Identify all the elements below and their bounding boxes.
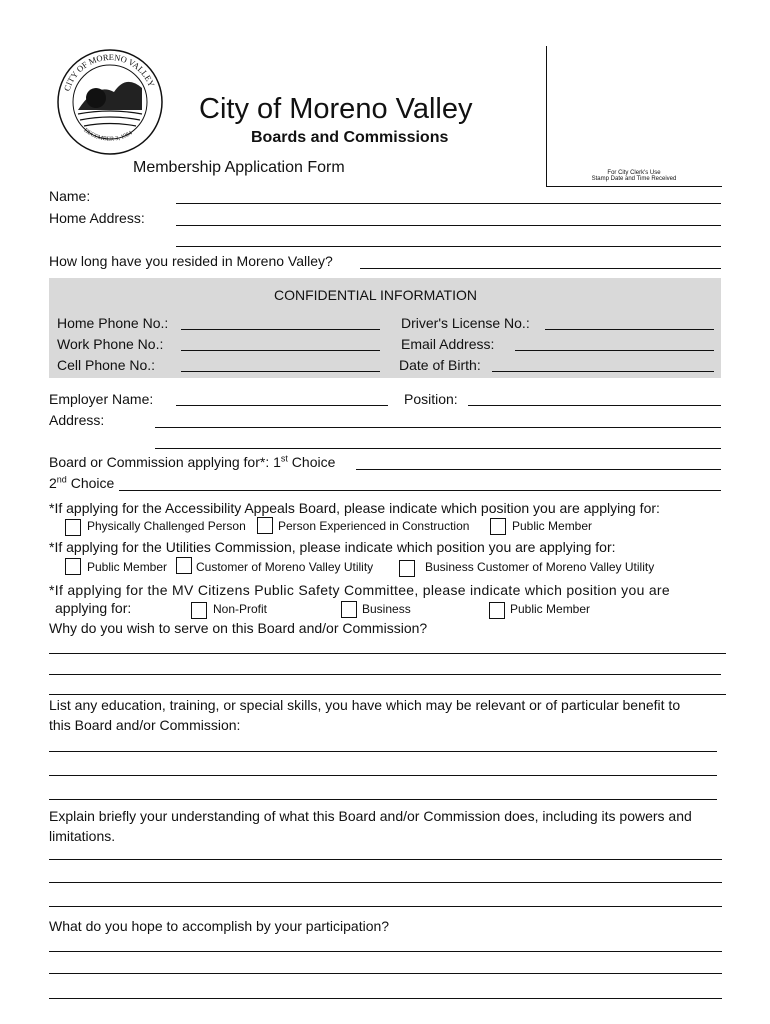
- cell-phone-field[interactable]: [181, 371, 380, 372]
- resided-field[interactable]: [360, 268, 721, 269]
- home-phone-label: Home Phone No.:: [57, 315, 169, 331]
- clerk-use-note: For City Clerk's Use: [607, 170, 661, 176]
- accomplish-answer-line-2[interactable]: [49, 973, 722, 974]
- why-answer-line-2[interactable]: [49, 674, 721, 675]
- drivers-license-label: Driver's License No.:: [401, 315, 530, 331]
- dob-label: Date of Birth:: [399, 357, 481, 373]
- safety-business-label: Business: [362, 602, 411, 616]
- person-experienced-label: Person Experienced in Construction: [278, 519, 470, 533]
- drivers-license-field[interactable]: [545, 329, 714, 330]
- safety-business-checkbox[interactable]: [341, 601, 357, 618]
- accomplish-question: What do you hope to accomplish by your participation?: [49, 918, 390, 934]
- skills-answer-line-3[interactable]: [49, 799, 717, 800]
- safety-public-member-checkbox[interactable]: [489, 602, 505, 619]
- accessibility-public-member-label: Public Member: [512, 519, 593, 533]
- why-answer-line-3[interactable]: [49, 694, 726, 695]
- skills-answer-line-1[interactable]: [49, 751, 717, 752]
- non-profit-checkbox[interactable]: [191, 602, 207, 619]
- clerk-box-bottom: [546, 186, 722, 187]
- page-subtitle: Boards and Commissions: [251, 129, 449, 146]
- skills-question-line1: List any education, training, or special skills, you have which may be relevant or of particular benefit to: [49, 697, 681, 713]
- employer-address-field-2[interactable]: [155, 448, 721, 449]
- svg-text:CITY OF MORENO VALLEY: CITY OF MORENO VALLEY: [61, 51, 157, 93]
- understanding-question-line1: Explain briefly your understanding of what this Board and/or Commission does, including its powers and: [49, 808, 692, 824]
- accessibility-public-member-checkbox[interactable]: [490, 518, 506, 535]
- non-profit-label: Non-Profit: [213, 602, 268, 616]
- skills-question-line2: this Board and/or Commission:: [49, 717, 241, 733]
- safety-question-line2: applying for:: [55, 600, 132, 616]
- cell-phone-label: Cell Phone No.:: [57, 357, 156, 373]
- home-address-field-2[interactable]: [176, 246, 721, 247]
- understanding-answer-line-2[interactable]: [49, 882, 722, 883]
- clerk-box-divider: [546, 46, 547, 186]
- skills-answer-line-2[interactable]: [49, 775, 717, 776]
- page-title: City of Moreno Valley: [199, 93, 473, 125]
- employer-label: Employer Name:: [49, 391, 154, 407]
- accomplish-answer-line-1[interactable]: [49, 951, 722, 952]
- understanding-answer-line-3[interactable]: [49, 906, 722, 907]
- person-experienced-checkbox[interactable]: [257, 517, 273, 534]
- business-customer-checkbox[interactable]: [399, 560, 415, 577]
- email-field[interactable]: [515, 350, 714, 351]
- employer-address-label: Address:: [49, 412, 105, 428]
- svg-text:DECEMBER 3, 1984: DECEMBER 3, 1984: [82, 127, 134, 143]
- clerk-stamp-note: Stamp Date and Time Received: [591, 176, 677, 182]
- accessibility-question: *If applying for the Accessibility Appeals Board, please indicate which position you are applying for:: [49, 500, 660, 516]
- safety-question-line1: *If applying for the MV Citizens Public Safety Committee, please indicate which position you are: [49, 582, 670, 598]
- work-phone-label: Work Phone No.:: [57, 336, 164, 352]
- utilities-public-member-label: Public Member: [87, 560, 168, 574]
- utility-customer-checkbox[interactable]: [176, 557, 192, 574]
- confidential-heading: CONFIDENTIAL INFORMATION: [274, 287, 477, 303]
- dob-field[interactable]: [492, 371, 714, 372]
- name-field[interactable]: [176, 203, 721, 204]
- work-phone-field[interactable]: [181, 350, 380, 351]
- why-question: Why do you wish to serve on this Board and/or Commission?: [49, 620, 428, 636]
- first-choice-label: Board or Commission applying for*: 1st Choice: [49, 453, 336, 470]
- physically-challenged-label: Physically Challenged Person: [87, 519, 246, 533]
- position-field[interactable]: [468, 405, 721, 406]
- email-label: Email Address:: [401, 336, 495, 352]
- position-label: Position:: [404, 391, 458, 407]
- employer-field[interactable]: [176, 405, 388, 406]
- accomplish-answer-line-3[interactable]: [49, 998, 722, 999]
- employer-address-field[interactable]: [155, 427, 721, 428]
- name-label: Name:: [49, 188, 91, 204]
- city-seal-logo: [56, 48, 166, 156]
- resided-label: How long have you resided in Moreno Valley?: [49, 253, 333, 269]
- understanding-answer-line-1[interactable]: [49, 859, 722, 860]
- physically-challenged-checkbox[interactable]: [65, 519, 81, 536]
- safety-public-member-label: Public Member: [510, 602, 591, 616]
- second-choice-label: 2nd Choice: [49, 474, 115, 491]
- home-phone-field[interactable]: [181, 329, 380, 330]
- utilities-public-member-checkbox[interactable]: [65, 558, 81, 575]
- business-customer-label: Business Customer of Moreno Valley Utility: [425, 560, 655, 574]
- understanding-question-line2: limitations.: [49, 828, 116, 844]
- form-name: Membership Application Form: [133, 159, 345, 176]
- utilities-question: *If applying for the Utilities Commission, please indicate which position you are applying for:: [49, 539, 616, 555]
- home-address-field[interactable]: [176, 225, 721, 226]
- why-answer-line-1[interactable]: [49, 653, 726, 654]
- home-address-label: Home Address:: [49, 210, 145, 226]
- utility-customer-label: Customer of Moreno Valley Utility: [196, 560, 374, 574]
- second-choice-field[interactable]: [119, 490, 721, 491]
- first-choice-field[interactable]: [356, 469, 721, 470]
